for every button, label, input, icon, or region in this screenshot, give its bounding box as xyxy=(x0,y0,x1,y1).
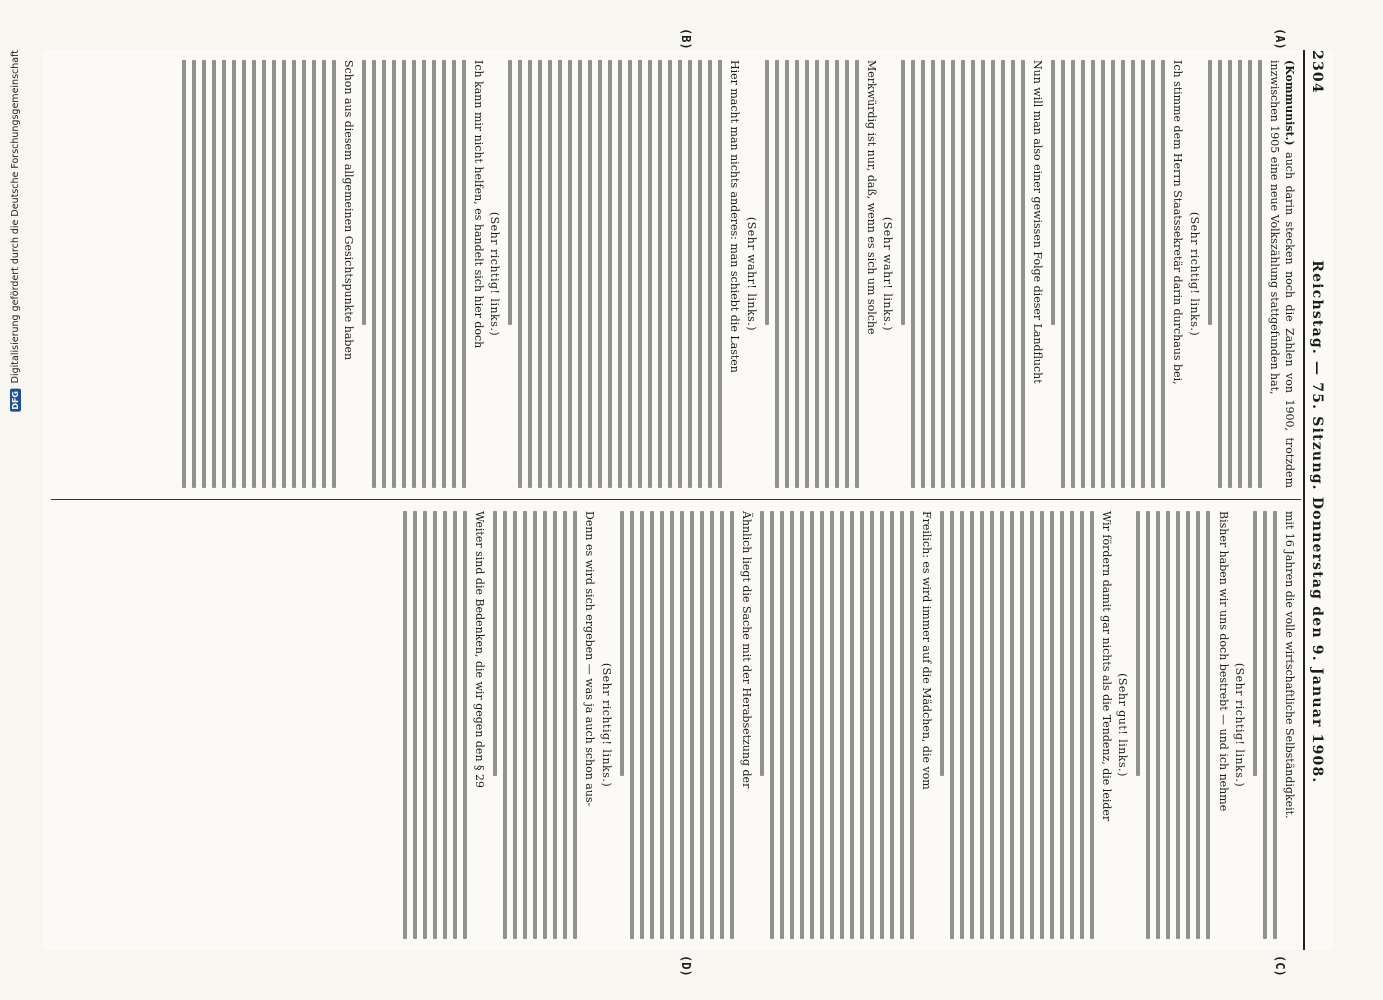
paragraph-start: Merkwürdig ist nur, daß, wenn es sich um solche xyxy=(864,60,878,335)
margin-mark-c: (C) xyxy=(1273,955,1287,977)
text-block xyxy=(760,511,914,939)
interjection: (Sehr richtig! links.) xyxy=(488,211,502,337)
paragraph-start: Schon aus diesem allgemeinen Gesichtspunkte haben xyxy=(341,60,355,361)
page-number: 2304 xyxy=(1309,50,1325,94)
interjection: (Sehr richtig! links.) xyxy=(1187,211,1201,337)
speaker-tag: (Kommunist.) xyxy=(1283,60,1296,146)
margin-mark-b: (B) xyxy=(679,28,693,50)
paragraph-start: Wir fördern damit gar nichts als die Tendenz, die leider xyxy=(1100,511,1114,822)
text-block xyxy=(1136,511,1210,939)
interjection: (Sehr wahr! links.) xyxy=(880,216,894,332)
paragraph-start: Bisher haben wir uns doch bestrebt — und ich nehme xyxy=(1216,511,1230,812)
credit-text: Digitalisierung gefördert durch die Deutsche Forschungsgemeinschaft xyxy=(9,50,21,384)
page-header xyxy=(1309,50,1333,950)
interjection: (Sehr wahr! links.) xyxy=(744,216,758,332)
text-block xyxy=(493,511,577,939)
interjection: (Sehr richtig! links.) xyxy=(599,662,613,788)
left-opening-text: auch darin stecken noch die Zahlen von 1900, trotzdem inzwischen 1905 eine neue Volkszählung stattgefunden hat, xyxy=(1267,60,1296,488)
paragraph-start: Hier macht man nichts anderes: man schiebt die Lasten xyxy=(728,60,742,373)
margin-mark-a: (A) xyxy=(1273,28,1287,50)
text-block xyxy=(901,60,1025,488)
text-block xyxy=(940,511,1094,939)
paragraph-start: Weiter sind die Bedenken, die wir gegen den § 29 xyxy=(473,511,487,789)
column-divider xyxy=(51,499,1301,500)
paragraph-start: Ich stimme dem Herrn Staatssekretär darin durchaus bei, xyxy=(1171,60,1185,385)
paragraph-start: Nun will man also einer gewissen Folge dieser Landflucht xyxy=(1031,60,1045,384)
paragraph-start: Ich kann mir nicht helfen, es handelt sich hier doch xyxy=(471,60,485,349)
text-block xyxy=(620,511,734,939)
paragraph-start: Freilich: es wird immer auf die Mädchen, die vom xyxy=(919,511,933,790)
left-column xyxy=(52,60,1297,488)
text-block xyxy=(362,60,466,488)
newspaper-page xyxy=(43,28,1333,977)
paragraph-start: Denn es wird sich ergeben — was ja auch schon aus- xyxy=(583,511,597,807)
header-rule xyxy=(1303,50,1305,950)
digitization-credit xyxy=(8,50,22,990)
margin-mark-d: (D) xyxy=(679,955,693,977)
text-block xyxy=(403,511,467,939)
text-block xyxy=(1253,511,1277,939)
text-block xyxy=(1051,60,1165,488)
interjection: (Sehr gut! links.) xyxy=(1116,673,1130,777)
paragraph-start: Ähnlich liegt die Sache mit der Herabsetzung der xyxy=(739,511,753,789)
text-block xyxy=(1208,60,1262,488)
page-title: Reichstag. — 75. Sitzung. Donnerstag den 9. Januar 1908. xyxy=(1309,260,1325,784)
right-opening-text: mit 16 Jahren die volle wirtschaftliche Selbständigkeit. xyxy=(1283,511,1296,819)
right-column xyxy=(52,511,1297,939)
text-block xyxy=(508,60,722,488)
text-block xyxy=(765,60,859,488)
interjection: (Sehr richtig! links.) xyxy=(1232,662,1246,788)
text-block xyxy=(182,60,336,488)
dfg-logo: DFG xyxy=(10,391,20,410)
